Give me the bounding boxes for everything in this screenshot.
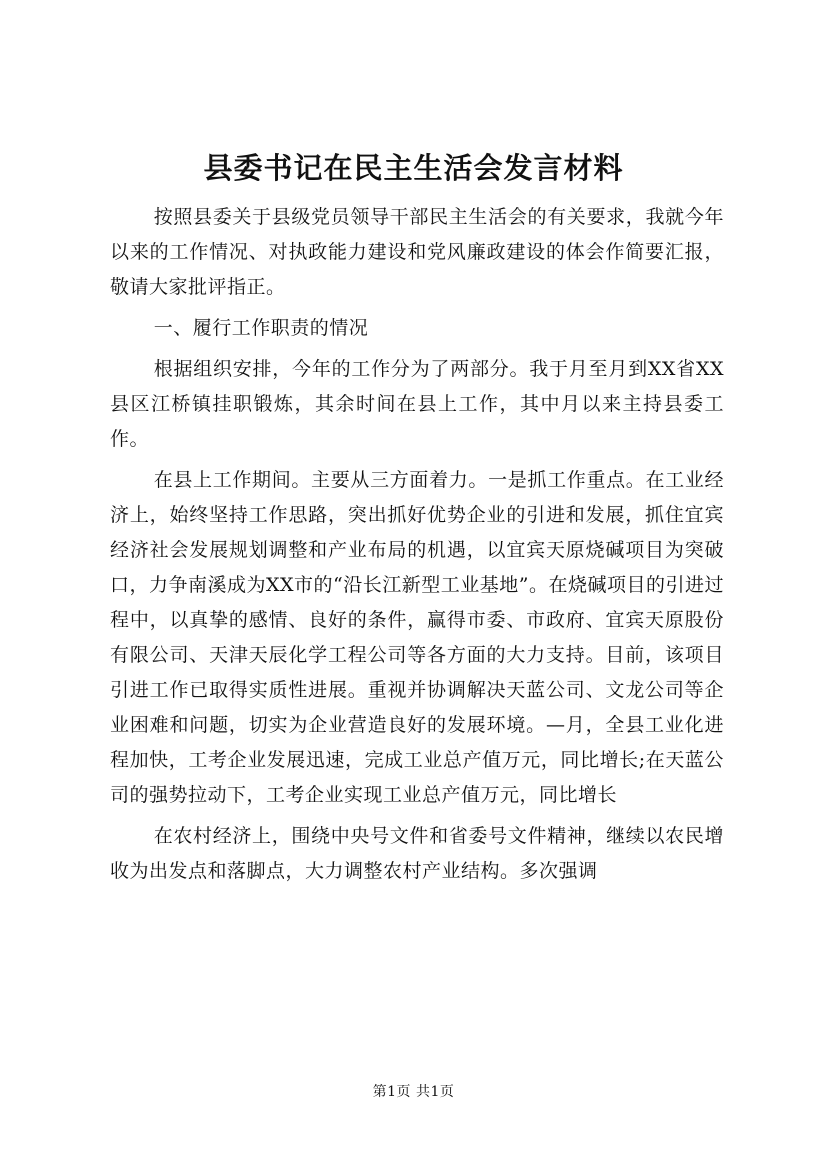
paragraph-agriculture: 在农村经济上，围绕中央号文件和省委号文件精神，继续以农民增收为出发点和落脚点，大力调整农村产业结构。多次强调 xyxy=(110,825,724,882)
page-footer: 第1页 共1页 xyxy=(372,1084,455,1100)
paragraph-industry: 在县上工作期间。主要从三方面着力。一是抓工作重点。在工业经济上，始终坚持工作思路，突出抓好优势企业的引进和发展，抓住宜宾经济社会发展规划调整和产业布局的机遇，以宜宾天原烧碱项目为突破口，力争南溪成为XX市的“沿长江新型工业基地”。在烧碱项目的引进过程中，以真挚的感情、良好的条件，赢得市委、市政府、宜宾天原股份有限公司、天津天辰化学工程公司等各方面的大力支持。目前，该项目引进工作已取得实质性进展。重视并协调解决天蓝公司、文龙公司等企业困难和问题，切实为企业营造良好的发展环境。—月，全县工业化进程加快，工考企业发展迅速，完成工业总产值万元，同比增长;在天蓝公司的强势拉动下，工考企业实现工业总产值万元，同比增长 xyxy=(110,469,724,806)
document-body xyxy=(110,200,724,895)
section-heading: 一、履行工作职责的情况 xyxy=(153,317,369,339)
paragraph-arrangement: 根据组织安排，今年的工作分为了两部分。我于月至月到XX省XX县区江桥镇挂职锻炼，其余时间在县上工作，其中月以来主持县委工作。 xyxy=(110,358,724,450)
document-title: 县委书记在民主生活会发言材料 xyxy=(203,151,624,185)
paragraph-intro: 按照县委关于县级党员领导干部民主生活会的有关要求，我就今年以来的工作情况、对执政能力建设和党风廉政建设的体会作简要汇报，敬请大家批评指正。 xyxy=(110,206,724,298)
